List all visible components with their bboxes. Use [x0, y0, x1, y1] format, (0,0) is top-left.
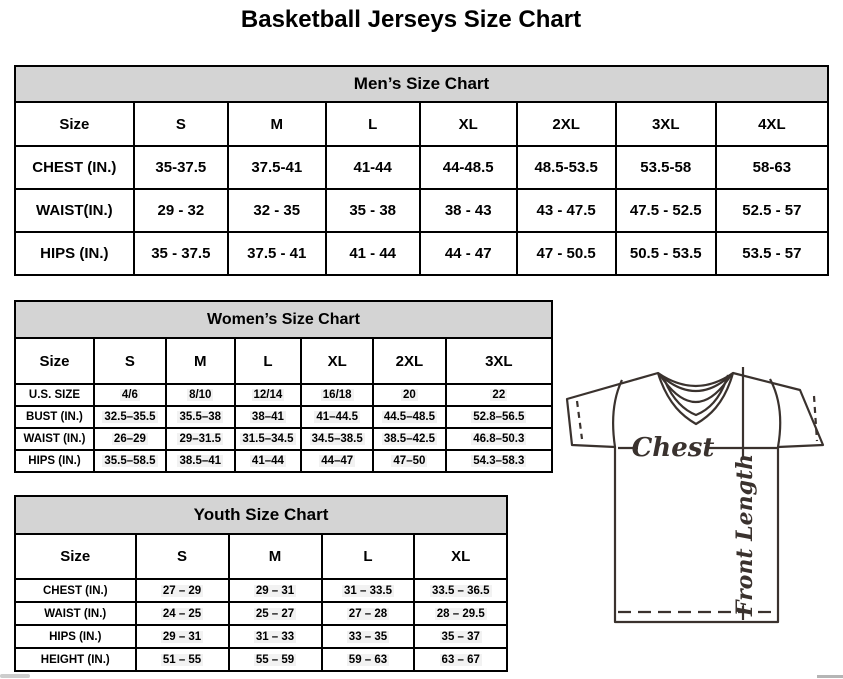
table-cell: 48.5-53.5 [517, 146, 616, 189]
table-cell [322, 625, 415, 648]
table-cell [373, 450, 445, 472]
table-cell [235, 384, 302, 406]
table-cell [446, 406, 552, 428]
cell-value: 27 – 29 [162, 584, 202, 597]
table-cell: 38 - 43 [420, 189, 517, 232]
table-header-row [15, 102, 828, 146]
table-row [15, 579, 507, 602]
womens-size-table [14, 337, 553, 473]
table-cell [373, 384, 445, 406]
table-row [15, 146, 828, 189]
row-label: WAIST (IN.) [15, 428, 94, 450]
row-label: CHEST (IN.) [15, 579, 136, 602]
table-cell: 53.5-58 [616, 146, 716, 189]
cell-value: 35.5–58.5 [104, 455, 156, 467]
table-cell [166, 406, 235, 428]
womens-size-chart-section [14, 300, 553, 473]
table-cell [94, 428, 166, 450]
column-header: 2XL [517, 102, 616, 146]
cell-value: 29 – 31 [162, 630, 202, 643]
table-row [15, 406, 552, 428]
table-cell [322, 579, 415, 602]
cell-value: 31.5–34.5 [242, 433, 294, 445]
table-cell: 53.5 - 57 [716, 232, 828, 275]
table-header-row [15, 338, 552, 384]
cell-value: 44–47 [321, 455, 354, 467]
cell-value: 54.3–58.3 [473, 455, 525, 467]
table-row [15, 602, 507, 625]
column-header: L [235, 338, 302, 384]
table-cell: 37.5 - 41 [228, 232, 326, 275]
table-row [15, 625, 507, 648]
table-cell [229, 625, 322, 648]
cell-value: 4/6 [121, 389, 138, 401]
cell-value: 52.8–56.5 [473, 411, 525, 423]
column-header: 3XL [616, 102, 716, 146]
column-header: 3XL [446, 338, 552, 384]
table-cell [414, 648, 507, 671]
table-cell [94, 406, 166, 428]
cell-value: 44.5–48.5 [383, 411, 435, 423]
column-header: Size [15, 338, 94, 384]
chest-label: Chest [631, 433, 715, 463]
column-header: 2XL [373, 338, 445, 384]
table-row [15, 450, 552, 472]
column-header: XL [301, 338, 373, 384]
cell-value: 16/18 [322, 389, 352, 401]
cell-value: 8/10 [189, 389, 212, 401]
youth-size-table [14, 533, 508, 672]
table-cell [136, 625, 229, 648]
table-row [15, 189, 828, 232]
mens-size-chart-section [14, 65, 829, 276]
table-row [15, 428, 552, 450]
table-cell [229, 648, 322, 671]
cell-value: 38.5–42.5 [383, 433, 435, 445]
front-length-label: Front Length [732, 453, 758, 617]
cell-value: 46.8–50.3 [473, 433, 525, 445]
mens-chart-title: Men’s Size Chart [14, 65, 829, 101]
table-cell [446, 450, 552, 472]
table-cell: 35 - 38 [326, 189, 420, 232]
table-row [15, 232, 828, 275]
table-cell [166, 428, 235, 450]
row-label: HIPS (IN.) [15, 232, 134, 275]
table-cell: 58-63 [716, 146, 828, 189]
row-label: HEIGHT (IN.) [15, 648, 136, 671]
row-label: WAIST (IN.) [15, 602, 136, 625]
column-header: S [94, 338, 166, 384]
cell-value: 41–44 [251, 455, 284, 467]
table-cell [301, 450, 373, 472]
jersey-measurement-diagram [556, 357, 838, 672]
column-header: M [166, 338, 235, 384]
column-header: Size [15, 534, 136, 579]
cell-value: 31 – 33.5 [344, 584, 392, 597]
youth-chart-title: Youth Size Chart [14, 495, 508, 533]
column-header: L [322, 534, 415, 579]
column-header: 4XL [716, 102, 828, 146]
table-cell [373, 428, 445, 450]
column-header: XL [414, 534, 507, 579]
table-cell: 29 - 32 [134, 189, 228, 232]
cell-value: 38–41 [251, 411, 284, 423]
table-cell [235, 428, 302, 450]
cell-value: 20 [403, 389, 416, 401]
table-cell [166, 450, 235, 472]
table-cell [446, 428, 552, 450]
table-cell: 41-44 [326, 146, 420, 189]
column-header: L [326, 102, 420, 146]
cell-value: 35 – 37 [441, 630, 480, 643]
table-header-row [15, 534, 507, 579]
cell-value: 26–29 [113, 433, 146, 445]
cell-value: 32.5–35.5 [104, 411, 156, 423]
table-cell [301, 406, 373, 428]
table-cell: 41 - 44 [326, 232, 420, 275]
table-cell [229, 602, 322, 625]
table-cell: 43 - 47.5 [517, 189, 616, 232]
jersey-outline [567, 373, 823, 622]
column-header: S [134, 102, 228, 146]
table-cell: 44-48.5 [420, 146, 517, 189]
table-cell: 35 - 37.5 [134, 232, 228, 275]
cell-value: 33.5 – 36.5 [431, 584, 490, 597]
table-cell [414, 602, 507, 625]
cell-value: 33 – 35 [348, 630, 388, 643]
youth-size-chart-section [14, 495, 508, 672]
row-label: BUST (IN.) [15, 406, 94, 428]
page-title: Basketball Jerseys Size Chart [240, 6, 582, 33]
table-cell [94, 384, 166, 406]
table-cell [94, 450, 166, 472]
table-row [15, 384, 552, 406]
cell-value: 63 – 67 [441, 653, 480, 666]
table-row [15, 648, 507, 671]
cell-value: 34.5–38.5 [311, 433, 363, 445]
cell-value: 55 – 59 [255, 653, 295, 666]
table-cell [301, 384, 373, 406]
row-label: HIPS (IN.) [15, 625, 136, 648]
table-cell [136, 648, 229, 671]
cell-value: 47–50 [393, 455, 426, 467]
table-cell: 44 - 47 [420, 232, 517, 275]
mens-size-table [14, 101, 829, 276]
table-cell [414, 579, 507, 602]
cell-value: 35.5–38 [179, 411, 222, 423]
row-label: U.S. SIZE [15, 384, 94, 406]
row-label: WAIST(IN.) [15, 189, 134, 232]
cell-value: 29 – 31 [255, 584, 295, 597]
table-cell: 47.5 - 52.5 [616, 189, 716, 232]
column-header: XL [420, 102, 517, 146]
table-cell [166, 384, 235, 406]
table-cell [301, 428, 373, 450]
cell-value: 41–44.5 [316, 411, 358, 423]
cell-value: 12/14 [253, 389, 283, 401]
cell-value: 28 – 29.5 [436, 607, 485, 620]
cell-value: 29–31.5 [179, 433, 222, 445]
cell-value: 27 – 28 [348, 607, 388, 620]
cell-value: 24 – 25 [162, 607, 202, 620]
table-cell [235, 406, 302, 428]
table-cell [322, 602, 415, 625]
womens-chart-title: Women’s Size Chart [14, 300, 553, 337]
row-label: CHEST (IN.) [15, 146, 134, 189]
table-cell [373, 406, 445, 428]
cell-value: 59 – 63 [348, 653, 388, 666]
column-header: M [229, 534, 322, 579]
cell-value: 25 – 27 [255, 607, 295, 620]
table-cell: 37.5-41 [228, 146, 326, 189]
table-cell [235, 450, 302, 472]
table-cell [229, 579, 322, 602]
scrollbar-fragment-right[interactable] [817, 675, 843, 678]
column-header: S [136, 534, 229, 579]
table-cell: 47 - 50.5 [517, 232, 616, 275]
row-label: HIPS (IN.) [15, 450, 94, 472]
table-cell [322, 648, 415, 671]
cell-value: 38.5–41 [179, 455, 222, 467]
table-cell: 35-37.5 [134, 146, 228, 189]
cell-value: 22 [492, 389, 506, 401]
column-header: Size [15, 102, 134, 146]
table-cell [136, 579, 229, 602]
table-cell: 32 - 35 [228, 189, 326, 232]
table-cell [446, 384, 552, 406]
cell-value: 31 – 33 [255, 630, 295, 643]
table-cell: 50.5 - 53.5 [616, 232, 716, 275]
table-cell: 52.5 - 57 [716, 189, 828, 232]
cell-value: 51 – 55 [162, 653, 202, 666]
scrollbar-fragment-left[interactable] [0, 674, 30, 678]
table-cell [136, 602, 229, 625]
table-cell [414, 625, 507, 648]
column-header: M [228, 102, 326, 146]
